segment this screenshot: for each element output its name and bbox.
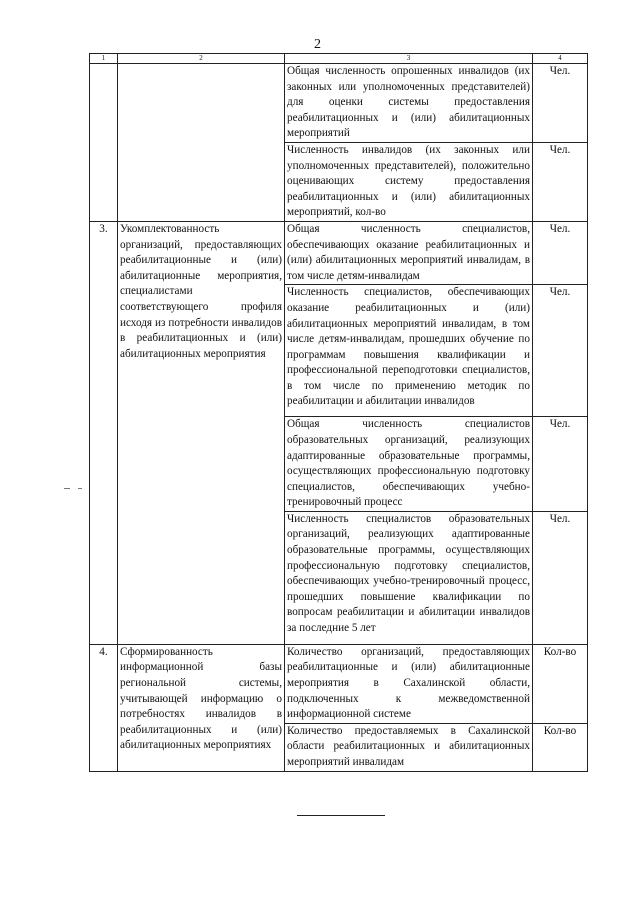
table-row (90, 644, 588, 723)
row-number: 3. (90, 221, 118, 644)
measure-cell: Численность специалистов, обеспечивающих оказание реабилитационных и (или) абилитационных мероприятий инвалидам, в том числе детям-инвалидам, прошедших обучение по программам повышения квалификации и профессиональной переподготовки специалистов, в том числе по применению методик по реабилитации и абилитации инвалидов (285, 285, 533, 417)
measure-cell: Общая численность опрошенных инвалидов (их законных или уполномоченных представителей) для оценки системы предоставления реабилитационных и (или) абилитационных мероприятий (285, 64, 533, 143)
unit-cell: Кол-во (533, 644, 588, 723)
row-number (90, 64, 118, 222)
column-header: 3 (285, 54, 533, 64)
column-header: 1 (90, 54, 118, 64)
unit-cell: Чел. (533, 285, 588, 417)
measure-cell: Общая численность специалистов образовательных организаций, реализующих адаптированные образовательные программы, осуществляющих профессиональную подготовку специалистов, обеспечивающих учебно-тренировочный процесс (285, 417, 533, 512)
indicator-cell: Сформированность информационной базы региональной системы, учитывающей информацию о потребностях инвалидов в реабилитационных и (или) абилитационных мероприятиях (118, 644, 285, 771)
unit-cell: Чел. (533, 142, 588, 221)
column-header: 2 (118, 54, 285, 64)
column-header: 4 (533, 54, 588, 64)
table-row (90, 64, 588, 143)
unit-cell: Чел. (533, 417, 588, 512)
scan-mark (64, 488, 70, 489)
measure-cell: Общая численность специалистов, обеспечивающих оказание реабилитационных и (или) абилитационных мероприятий инвалидам, в том числе детям-инвалидам (285, 221, 533, 284)
page-number: 2 (314, 37, 321, 52)
unit-cell: Кол-во (533, 723, 588, 771)
row-number: 4. (90, 644, 118, 771)
scan-mark (78, 488, 82, 489)
unit-cell: Чел. (533, 221, 588, 284)
measure-cell: Количество предоставляемых в Сахалинской области реабилитационных и абилитационных мероприятий инвалидам (285, 723, 533, 771)
unit-cell: Чел. (533, 64, 588, 143)
unit-cell: Чел. (533, 511, 588, 644)
table-row (90, 221, 588, 284)
measure-cell: Численность специалистов образовательных организаций, реализующих адаптированные образовательные программы, осуществляющих профессиональную подготовку специалистов, обеспечивающих учебно-тренировочный процесс, прошедших повышение квалификации по вопросам реабилитации и абилитации инвалидов за последние 5 лет (285, 511, 533, 644)
indicator-cell: Укомплектованность организаций, предоставляющих реабилитационные и (или) абилитационные мероприятия, специалистами соответствующего профиля исходя из потребности инвалидов в реабилитационных и (или) абилитационных мероприятия (118, 221, 285, 644)
measure-cell: Количество организаций, предоставляющих реабилитационные и (или) абилитационные мероприятия в Сахалинской области, подключенных к межведомственной информационной системе (285, 644, 533, 723)
indicator-cell (118, 64, 285, 222)
indicators-table (89, 53, 588, 772)
measure-cell: Численность инвалидов (их законных или уполномоченных представителей), положительно оценивающих систему предоставления реабилитационных и (или) абилитационных мероприятий, кол-во (285, 142, 533, 221)
footer-rule (297, 815, 385, 816)
table-header-row (90, 54, 588, 64)
